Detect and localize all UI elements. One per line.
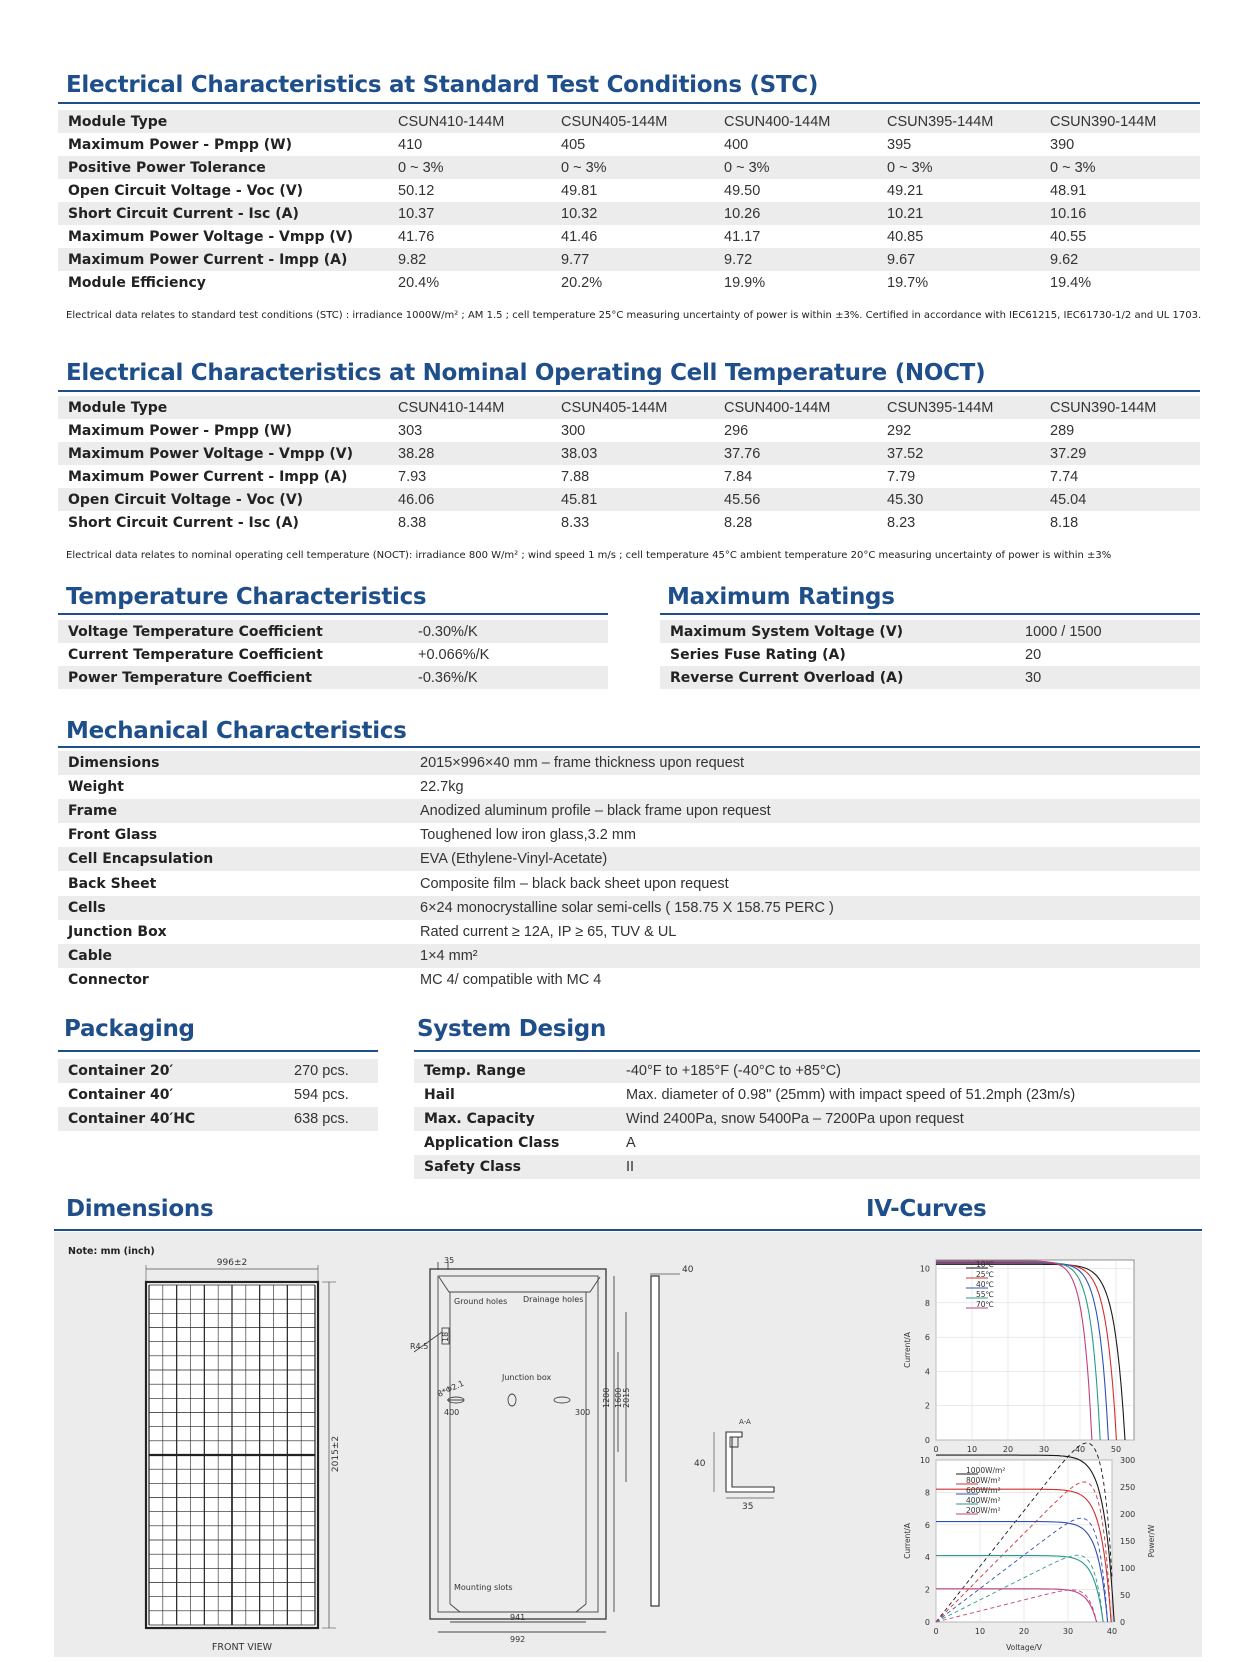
packaging-table xyxy=(58,1059,378,1131)
row-value: 10.32 xyxy=(551,202,714,225)
row-value: 7.74 xyxy=(1050,468,1079,485)
row-value: 19.9% xyxy=(724,274,766,291)
y-axis-label: Current/A xyxy=(903,1523,912,1559)
row-value: Rated current ≥ 12A, IP ≥ 65, TUV & UL xyxy=(420,923,677,940)
row-value: 410 xyxy=(398,136,423,153)
row-value: CSUN390-144M xyxy=(1040,110,1200,133)
y2-tick-label: 100 xyxy=(1120,1564,1136,1573)
table-row xyxy=(58,202,1200,225)
y-tick-label: 4 xyxy=(924,1553,930,1563)
row-value: 40.85 xyxy=(887,228,924,245)
table-row xyxy=(414,1155,1200,1179)
row-label: Maximum Power Voltage - Vmpp (V) xyxy=(68,228,353,245)
row-value: 37.52 xyxy=(877,442,1040,465)
temperature-title: Temperature Characteristics xyxy=(66,584,427,610)
x-tick-label: 40 xyxy=(1074,1445,1086,1454)
y-tick-label: 4 xyxy=(924,1367,930,1377)
row-label: Cable xyxy=(58,944,410,968)
row-value: 45.81 xyxy=(551,488,714,511)
row-value: 38.03 xyxy=(551,442,714,465)
table-row xyxy=(58,488,1200,511)
holes-label: 8*Φ2.1 xyxy=(436,1378,466,1399)
y2-tick-label: 50 xyxy=(1120,1591,1131,1600)
row-label: Hail xyxy=(424,1087,455,1103)
legend-label: 600W/m² xyxy=(966,1486,1001,1495)
row-value: CSUN395-144M xyxy=(877,110,1040,133)
x-axis-label: Voltage/V xyxy=(1006,1643,1042,1652)
row-value: CSUN390-144M xyxy=(1040,396,1200,419)
table-row xyxy=(58,620,608,643)
mechanical-rule xyxy=(58,746,1200,748)
row-value: 8.23 xyxy=(887,514,916,531)
table-row xyxy=(58,896,1200,920)
table-row xyxy=(58,248,1200,271)
row-label: Positive Power Tolerance xyxy=(58,156,388,179)
y2-tick-label: 0 xyxy=(1120,1618,1126,1627)
row-value: 41.17 xyxy=(724,228,761,245)
table-row xyxy=(58,968,1200,992)
row-value: CSUN400-144M xyxy=(714,110,877,133)
row-value: 7.88 xyxy=(561,468,590,485)
row-value: 0 ~ 3% xyxy=(877,156,1040,179)
row-value: 395 xyxy=(887,136,912,153)
row-value: 40.55 xyxy=(1050,228,1087,245)
row-value: 7.84 xyxy=(724,468,753,485)
x-tick-label: 20 xyxy=(1002,1445,1014,1454)
row-value: CSUN395-144M xyxy=(877,396,1040,419)
profile-section-mark: A-A xyxy=(739,1418,751,1426)
dim-1200-label: 1200 xyxy=(602,1387,611,1408)
row-value: 400 xyxy=(724,136,749,153)
table-row xyxy=(58,156,1200,179)
table-row xyxy=(414,1131,1200,1155)
row-value: 49.81 xyxy=(561,182,598,199)
row-label: Connector xyxy=(68,971,149,988)
noct-table xyxy=(58,396,1200,534)
row-value: -0.36%/K xyxy=(408,666,608,689)
row-label: Open Circuit Voltage - Voc (V) xyxy=(68,182,304,199)
table-row xyxy=(660,620,1200,643)
row-value: EVA (Ethylene-Vinyl-Acetate) xyxy=(410,847,1200,871)
x-tick-label: 10 xyxy=(974,1627,986,1636)
row-value: 0 ~ 3% xyxy=(714,156,877,179)
side-top-label: 40 xyxy=(682,1265,694,1275)
row-value: 594 pcs. xyxy=(294,1087,349,1103)
row-value: 37.76 xyxy=(714,442,877,465)
table-row xyxy=(58,847,1200,871)
row-value: +0.066%/K xyxy=(418,646,490,663)
row-label: Container 40′ xyxy=(68,1087,174,1103)
x-tick-label: 0 xyxy=(933,1445,939,1454)
legend-label: 25℃ xyxy=(976,1270,994,1279)
row-value: 10.21 xyxy=(877,202,1040,225)
legend-label: 400W/m² xyxy=(966,1496,1001,1505)
row-value: 19.4% xyxy=(1050,274,1092,291)
row-value: 10.26 xyxy=(714,202,877,225)
iv-chart-temperature xyxy=(903,1260,1134,1470)
small-dim-label: 18 xyxy=(441,1331,450,1342)
row-label: Maximum Power Current - Impp (A) xyxy=(58,248,388,271)
row-label: Cells xyxy=(58,896,410,920)
stc-note: Electrical data relates to standard test conditions (STC) : irradiance 1000W/m² ; AM 1.5 ; cell temperature 25°C measuring uncertainty of power is within ±3%. Certified in accordance with IEC61215, IEC61730-1/2 and UL 1703. xyxy=(66,310,1202,321)
row-label: Maximum Power - Pmpp (W) xyxy=(68,422,292,439)
y-tick-label: 2 xyxy=(924,1585,930,1595)
legend-label: 200W/m² xyxy=(966,1506,1001,1515)
row-value: CSUN405-144M xyxy=(551,396,714,419)
row-value: Composite film – black back sheet upon request xyxy=(420,875,729,892)
noct-note: Electrical data relates to nominal operating cell temperature (NOCT): irradiance 800 W/m² ; wind speed 1 m/s ; cell temperature 45°C ambient temperature 20°C measuring uncertainty of power is within ±3% xyxy=(66,550,1112,561)
temperature-table xyxy=(58,620,608,689)
legend-label: 800W/m² xyxy=(966,1476,1001,1485)
dim-1600-label: 1600 xyxy=(614,1387,623,1408)
row-value: 49.21 xyxy=(887,182,924,199)
stc-table xyxy=(58,110,1200,294)
ratings-title: Maximum Ratings xyxy=(667,584,895,610)
row-label: Safety Class xyxy=(414,1155,616,1179)
front-width-label: 996±2 xyxy=(216,1258,248,1268)
drainage-holes-label: Drainage holes xyxy=(523,1295,584,1304)
x-tick-label: 50 xyxy=(1110,1445,1122,1454)
dim-2015-label: 2015 xyxy=(622,1387,631,1408)
noct-title: Electrical Characteristics at Nominal Operating Cell Temperature (NOCT) xyxy=(66,360,986,386)
row-value: 10.16 xyxy=(1040,202,1200,225)
row-value: 20.4% xyxy=(398,274,440,291)
row-label: Application Class xyxy=(424,1135,560,1151)
row-value: 48.91 xyxy=(1050,182,1087,199)
row-value: 303 xyxy=(398,422,423,439)
row-label: Junction Box xyxy=(68,923,167,940)
mechanical-table xyxy=(58,751,1200,992)
side-view-drawing xyxy=(650,1265,694,1606)
row-value: 6×24 monocrystalline solar semi-cells ( 158.75 X 158.75 PERC ) xyxy=(410,896,1200,920)
row-value: 9.72 xyxy=(714,248,877,271)
mechanical-title: Mechanical Characteristics xyxy=(66,718,407,744)
row-label: Module Type xyxy=(58,396,388,419)
legend-label: 40℃ xyxy=(976,1280,994,1289)
stc-title: Electrical Characteristics at Standard Test Conditions (STC) xyxy=(66,72,819,98)
row-value: 270 pcs. xyxy=(284,1059,378,1083)
row-value: 10.37 xyxy=(388,202,551,225)
back-top-dim: 35 xyxy=(444,1256,455,1265)
profile-height-label: 40 xyxy=(694,1459,706,1469)
table-row xyxy=(58,511,1200,534)
dimensions-rule xyxy=(54,1229,1202,1231)
row-value: 7.79 xyxy=(887,468,916,485)
y-tick-label: 10 xyxy=(919,1456,930,1465)
row-value: 300 xyxy=(561,422,586,439)
table-row xyxy=(58,751,1200,775)
row-value: 1×4 mm² xyxy=(410,944,1200,968)
x-tick-label: 30 xyxy=(1038,1445,1050,1454)
table-row xyxy=(58,823,1200,847)
y-tick-label: 6 xyxy=(924,1333,930,1343)
back-view-drawing xyxy=(414,1262,626,1632)
row-value: 0 ~ 3% xyxy=(1040,156,1200,179)
row-value: 38.28 xyxy=(388,442,551,465)
y-tick-label: 2 xyxy=(924,1401,930,1411)
system-design-title: System Design xyxy=(417,1016,607,1042)
row-value: CSUN405-144M xyxy=(551,110,714,133)
row-value: 8.18 xyxy=(1050,514,1079,531)
width-992-label: 992 xyxy=(510,1635,526,1644)
row-label: Dimensions xyxy=(58,751,410,775)
temperature-rule xyxy=(58,613,608,615)
row-label: Module Efficiency xyxy=(68,274,206,291)
table-row xyxy=(58,775,1200,799)
x-tick-label: 20 xyxy=(1018,1627,1030,1636)
row-value: 289 xyxy=(1050,422,1075,439)
row-label: Front Glass xyxy=(68,827,158,844)
junction-box-label: Junction box xyxy=(502,1373,552,1382)
table-row xyxy=(58,271,1200,294)
row-label: Voltage Temperature Coefficient xyxy=(58,620,408,643)
row-value: Toughened low iron glass,3.2 mm xyxy=(420,827,637,844)
row-value: -40°F to +185°F (-40°C to +85°C) xyxy=(616,1059,1200,1083)
stc-rule xyxy=(58,102,1200,104)
front-height-label: 2015±2 xyxy=(331,1435,341,1473)
row-value: CSUN400-144M xyxy=(714,396,877,419)
row-value: 0 ~ 3% xyxy=(388,156,551,179)
y-tick-label: 8 xyxy=(924,1488,930,1498)
y2-axis-label: Power/W xyxy=(1147,1524,1156,1558)
y2-tick-label: 300 xyxy=(1120,1456,1136,1465)
row-value: 9.67 xyxy=(877,248,1040,271)
table-row xyxy=(58,799,1200,823)
front-view-drawing xyxy=(146,1258,341,1653)
row-value: 1000 / 1500 xyxy=(1015,620,1200,643)
left-offset-label: 400 xyxy=(444,1408,460,1417)
row-value: 7.93 xyxy=(398,468,427,485)
legend-label: 10℃ xyxy=(976,1260,994,1269)
row-value: CSUN410-144M xyxy=(388,396,551,419)
row-value: 50.12 xyxy=(398,182,435,199)
iv-title: IV-Curves xyxy=(866,1196,987,1222)
y-tick-label: 10 xyxy=(919,1264,930,1274)
x-tick-label: 10 xyxy=(966,1445,978,1454)
row-value: 8.38 xyxy=(398,514,427,531)
table-row xyxy=(660,643,1200,666)
row-value: 49.50 xyxy=(724,182,761,199)
row-value: 45.56 xyxy=(714,488,877,511)
table-row xyxy=(58,110,1200,133)
y2-tick-label: 150 xyxy=(1120,1537,1136,1546)
plot-area xyxy=(936,1260,1134,1440)
row-value: 41.46 xyxy=(561,228,598,245)
row-value: 9.82 xyxy=(388,248,551,271)
row-value: 30 xyxy=(1015,666,1200,689)
ratings-table xyxy=(660,620,1200,689)
row-label: Maximum Power - Pmpp (W) xyxy=(68,136,292,153)
row-label: Maximum Power Current - Impp (A) xyxy=(68,468,348,485)
drawings-svg xyxy=(54,1232,1202,1657)
iv-chart-irradiance xyxy=(903,1443,1156,1652)
row-label: Weight xyxy=(68,779,124,796)
row-value: 638 pcs. xyxy=(284,1107,378,1131)
table-row xyxy=(58,1107,378,1131)
packaging-rule xyxy=(58,1050,378,1052)
row-value: 2015×996×40 mm – frame thickness upon request xyxy=(410,751,1200,775)
row-value: II xyxy=(616,1155,1200,1179)
table-row xyxy=(58,1083,378,1107)
row-value: 19.7% xyxy=(887,274,929,291)
row-value: 41.76 xyxy=(398,228,435,245)
row-value: MC 4/ compatible with MC 4 xyxy=(420,971,602,988)
row-value: 20 xyxy=(1025,646,1042,663)
row-value: 9.77 xyxy=(551,248,714,271)
row-value: A xyxy=(626,1135,636,1151)
y-axis-label: Current/A xyxy=(903,1332,912,1368)
row-value: 22.7kg xyxy=(420,779,464,796)
row-value: 46.06 xyxy=(388,488,551,511)
right-offset-label: 300 xyxy=(575,1408,591,1417)
row-label: Module Type xyxy=(58,110,388,133)
row-label: Container 20′ xyxy=(58,1059,284,1083)
row-value: Anodized aluminum profile – black frame upon request xyxy=(410,799,1200,823)
row-label: Max. Capacity xyxy=(414,1107,616,1131)
dimensions-note: Note: mm (inch) xyxy=(68,1246,155,1257)
row-label: Temp. Range xyxy=(414,1059,616,1083)
table-row xyxy=(58,225,1200,248)
table-row xyxy=(58,666,608,689)
row-label: Short Circuit Current - Isc (A) xyxy=(68,514,299,531)
legend-label: 1000W/m² xyxy=(966,1466,1006,1475)
row-label: Maximum System Voltage (V) xyxy=(660,620,1015,643)
table-row xyxy=(58,442,1200,465)
table-row xyxy=(58,133,1200,156)
table-row xyxy=(58,179,1200,202)
y-tick-label: 8 xyxy=(924,1298,930,1308)
packaging-title: Packaging xyxy=(64,1016,195,1042)
mounting-slots-label: Mounting slots xyxy=(454,1583,513,1592)
row-label: Cell Encapsulation xyxy=(58,847,410,871)
table-row xyxy=(660,666,1200,689)
radius-label: R4.5 xyxy=(410,1342,429,1351)
y-tick-label: 0 xyxy=(924,1618,930,1627)
profile-width-label: 35 xyxy=(742,1502,754,1512)
row-label: Back Sheet xyxy=(68,875,157,892)
row-label: Power Temperature Coefficient xyxy=(58,666,408,689)
table-row xyxy=(58,465,1200,488)
row-label: Container 40′HC xyxy=(58,1107,284,1131)
row-value: 0 ~ 3% xyxy=(551,156,714,179)
row-label: Current Temperature Coefficient xyxy=(68,646,323,663)
row-label: Reverse Current Overload (A) xyxy=(660,666,1015,689)
ground-holes-label: Ground holes xyxy=(454,1297,508,1306)
y2-tick-label: 250 xyxy=(1120,1483,1136,1492)
y-tick-label: 6 xyxy=(924,1520,930,1530)
row-value: 405 xyxy=(561,136,586,153)
row-value: -0.30%/K xyxy=(408,620,608,643)
row-label: Frame xyxy=(58,799,410,823)
ratings-rule xyxy=(660,613,1200,615)
row-label: Series Fuse Rating (A) xyxy=(670,646,846,663)
row-value: 292 xyxy=(887,422,912,439)
row-value: 8.28 xyxy=(724,514,753,531)
row-value: 37.29 xyxy=(1040,442,1200,465)
profile-drawing xyxy=(694,1418,774,1512)
system-design-rule xyxy=(414,1050,1200,1052)
table-row xyxy=(58,944,1200,968)
row-value: Max. diameter of 0.98" (25mm) with impact speed of 51.2mph (23m/s) xyxy=(626,1087,1076,1103)
row-value: 45.04 xyxy=(1040,488,1200,511)
table-row xyxy=(58,643,608,666)
drawing-panel xyxy=(54,1232,1202,1657)
row-value: CSUN410-144M xyxy=(388,110,551,133)
row-label: Open Circuit Voltage - Voc (V) xyxy=(58,488,388,511)
row-value: 8.33 xyxy=(561,514,590,531)
front-view-caption: FRONT VIEW xyxy=(211,1642,273,1653)
table-row xyxy=(58,871,1200,895)
y-tick-label: 0 xyxy=(924,1436,930,1445)
table-row xyxy=(58,396,1200,419)
legend-label: 70℃ xyxy=(976,1300,994,1309)
row-value: 45.30 xyxy=(877,488,1040,511)
x-tick-label: 30 xyxy=(1062,1627,1074,1636)
row-label: Maximum Power Voltage - Vmpp (V) xyxy=(58,442,388,465)
table-row xyxy=(58,1059,378,1083)
legend-label: 55℃ xyxy=(976,1290,994,1299)
row-value: 20.2% xyxy=(561,274,603,291)
width-941-label: 941 xyxy=(510,1613,526,1622)
table-row xyxy=(414,1059,1200,1083)
table-row xyxy=(58,920,1200,944)
table-row xyxy=(414,1107,1200,1131)
y2-tick-label: 200 xyxy=(1120,1510,1136,1519)
row-label: Short Circuit Current - Isc (A) xyxy=(58,202,388,225)
x-tick-label: 0 xyxy=(933,1627,939,1636)
dimensions-title: Dimensions xyxy=(66,1196,214,1222)
x-tick-label: 40 xyxy=(1106,1627,1118,1636)
row-value: Wind 2400Pa, snow 5400Pa – 7200Pa upon request xyxy=(616,1107,1200,1131)
row-value: 9.62 xyxy=(1040,248,1200,271)
row-value: 296 xyxy=(724,422,749,439)
system-design-table xyxy=(414,1059,1200,1179)
table-row xyxy=(58,419,1200,442)
noct-rule xyxy=(58,390,1200,392)
row-value: 390 xyxy=(1050,136,1075,153)
table-row xyxy=(414,1083,1200,1107)
